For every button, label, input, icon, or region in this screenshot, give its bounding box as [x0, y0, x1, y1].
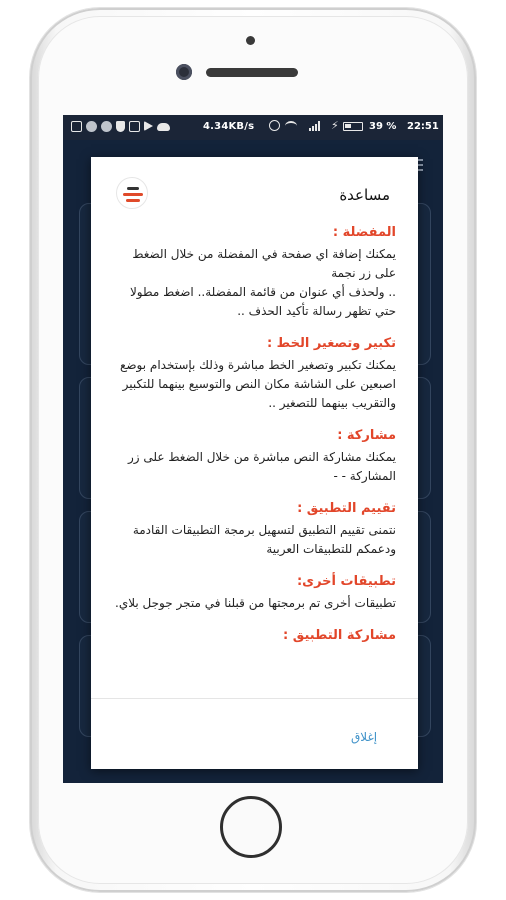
proximity-sensor: [246, 36, 255, 45]
charging-icon: ⚡: [331, 119, 339, 132]
help-dialog: [91, 157, 418, 769]
section-title: المفضلة :: [332, 225, 396, 240]
play-icon: [144, 121, 153, 131]
gallery-icon: [71, 121, 82, 132]
earpiece-speaker: [206, 68, 298, 77]
dialog-content[interactable]: [91, 215, 418, 698]
battery-percent: 39 %: [369, 121, 397, 132]
divider: [91, 698, 418, 699]
section-title: تكبير وتصغير الخط :: [266, 336, 396, 351]
section-text: تطبيقات أخرى تم برمجتها من قبلنا في متجر جوجل بلاي.: [115, 596, 396, 610]
battery-icon: [343, 122, 363, 131]
phone-screen: [63, 115, 443, 783]
dialog-header: [91, 157, 418, 215]
section-title: تقييم التطبيق :: [297, 501, 396, 516]
close-button[interactable]: إغلاق: [351, 730, 378, 744]
usb-icon: [129, 121, 140, 132]
dialog-title: مساعدة: [339, 186, 390, 204]
app-icon: [86, 121, 97, 132]
section-text: يمكنك إضافة اي صفحة في المفضلة من خلال الضغط على زر نجمة .. ولحذف أي عنوان من قائمة المفضلة.. اضغط مطولا حتي تظهر رسالة تأكيد الحذف ..: [129, 247, 396, 318]
help-sections: [91, 224, 418, 645]
section-title: تطبيقات أخرى:: [296, 574, 396, 589]
section-title: مشاركة التطبيق :: [283, 628, 396, 643]
cloud-icon: [157, 123, 170, 131]
notification-icons: [71, 121, 170, 132]
signal-icon: [309, 121, 320, 131]
network-speed: 4.34KB/s: [203, 121, 255, 132]
wifi-icon: [285, 121, 297, 131]
clock: 22:51: [407, 121, 439, 132]
section-text: يمكنك تكبير وتصغير الخط مباشرة وذلك بإستخدام بوضع اصبعين على الشاشة مكان النص والتوسيع بينهما للتكبير والتقريب بينهما للتصغير ..: [119, 358, 396, 410]
front-camera: [176, 64, 192, 80]
app-icon: [101, 121, 112, 132]
status-bar: [63, 115, 443, 140]
home-button[interactable]: [220, 796, 282, 858]
section-text: يمكنك مشاركة النص مباشرة من خلال الضغط على زر المشاركة - -: [127, 450, 396, 483]
app-logo: [116, 177, 148, 209]
alarm-icon: [269, 120, 280, 131]
section-text: نتمنى تقييم التطبيق لتسهيل برمجة التطبيقات القادمة ودعمكم للتطبيقات العربية: [132, 523, 396, 556]
section-title: مشاركة :: [337, 428, 396, 443]
shield-icon: [116, 121, 125, 132]
